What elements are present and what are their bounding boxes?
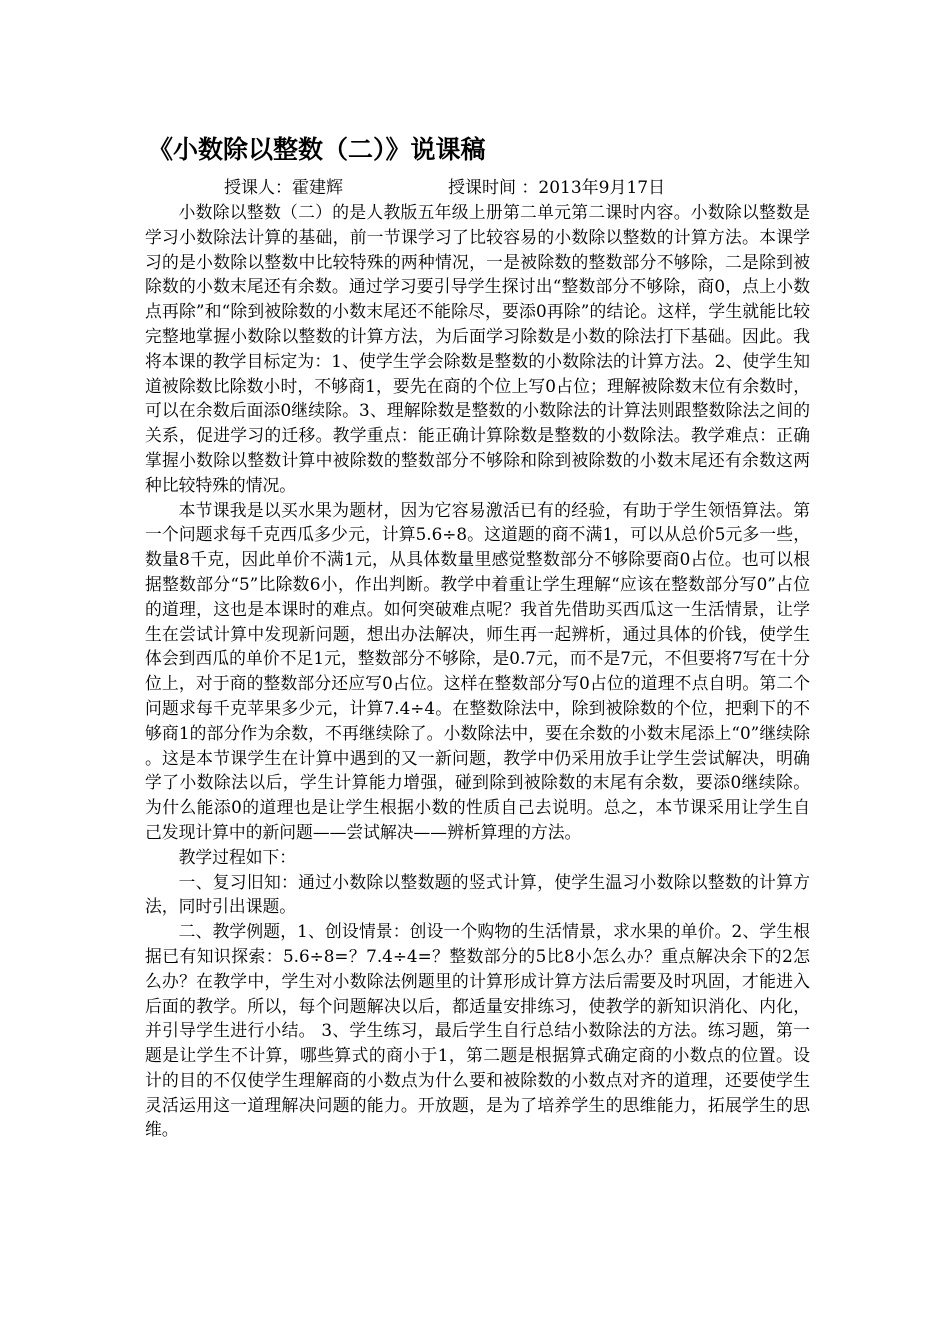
paragraph-review: 一、复习旧知：通过小数除以整数题的竖式计算，使学生温习小数除以整数的计算方法，同时引出课题。 xyxy=(145,871,810,917)
paragraph-examples: 二、教学例题，1、创设情景：创设一个购物的生活情景，求水果的单价。2、学生根据已有知识探索：5.6÷8=？7.4÷4=？整数部分的5比8小怎么办？重点解决余下的2怎么办？在教学中，学生对小数除法例题里的计算形成计算方法后需要及时巩固，才能进入后面的教学。所以，每个问题解决以后，都适量安排练习，使教学的新知识消化、内化，并引导学生进行小结。 3、学生练习，最后学生自行总结小数除法的方法。练习题，第一题是让学生不计算，哪些算式的商小于1，第二题是根据算式确定商的小数点的位置。设计的目的不仅使学生理解商的小数点为什么要和被除数的小数点对齐的道理，还要使学生灵活运用这一道理解决问题的能力。开放题，是为了培养学生的思维能力，拓展学生的思维。 xyxy=(145,921,810,1140)
lesson-time-line: 授课时间 ：2013年9月17日 xyxy=(448,178,666,198)
paragraph-design: 本节课我是以买水果为题材，因为它容易激活已有的经验，有助于学生领悟算法。第一个问题求每千克西瓜多少元，计算5.6÷8。这道题的商不满1，可以从总价5元多一些，数量8千克，因此单价不满1元，从具体数量里感觉整数部分不够除要商0占位。也可以根据整数部分“5”比除数6小，作出判断。教学中着重让学生理解“应该在整数部分写0”占位的道理，这也是本课时的难点。如何突破难点呢？我首先借助买西瓜这一生活情景，让学生在尝试计算中发现新问题，想出办法解决，师生再一起辨析，通过具体的价钱，使学生体会到西瓜的单价不足1元，整数部分不够除，是0.7元，而不是7元，不但要将7写在十分位上，对于商的整数部分还应写0占位。这样在整数部分写0占位的道理不点自明。第二个问题求每千克苹果多少元，计算7.4÷4。在整数除法中，除到被除数的个位，把剩下的不够商1的部分作为余数，不再继续除了。小数除法中，要在余数的小数末尾添上“0”继续除。这是本节课学生在计算中遇到的又一新问题，教学中仍采用放手让学生尝试解决，明确学了小数除法以后，学生计算能力增强，碰到除到被除数的末尾有余数，要添0继续除。为什么能添0的道理也是让学生根据小数的性质自己去说明。总之，本节课采用让学生自己发现计算中的新问题——尝试解决——辨析算理的方法。 xyxy=(145,499,810,842)
paragraph-overview: 小数除以整数（二）的是人教版五年级上册第二单元第二课时内容。小数除以整数是学习小数除法计算的基础，前一节课学习了比较容易的小数除以整数的计算方法。本课学习的是小数除以整数中比较特殊的两种情况，一是被除数的整数部分不够除，二是除到被除数的小数末尾还有余数。通过学习要引导学生探讨出“整数部分不够除，商0，点上小数点再除”和“除到被除数的小数末尾还不能除尽，要添0再除”的结论。这样，学生就能比较完整地掌握小数除以整数的计算方法，为后面学习除数是小数的除法打下基础。因此。我将本课的教学目标定为：1、使学生学会除数是整数的小数除法的计算方法。2、使学生知道被除数比除数小时，不够商1，要先在商的个位上写0占位；理解被除数末位有余数时，可以在余数后面添0继续除。3、理解除数是整数的小数除法的计算法则跟整数除法之间的关系，促进学习的迁移。教学重点：能正确计算除数是整数的小数除法。教学难点：正确掌握小数除以整数计算中被除数的整数部分不够除和除到被除数的小数末尾还有余数这两种比较特殊的情况。 xyxy=(145,202,810,495)
document-body xyxy=(145,200,810,1142)
paragraph-process-heading: 教学过程如下： xyxy=(178,846,297,867)
teacher-line: 授课人：霍建辉 xyxy=(224,178,343,198)
document-title: 《小数除以整数（二）》说课稿 xyxy=(148,135,486,164)
